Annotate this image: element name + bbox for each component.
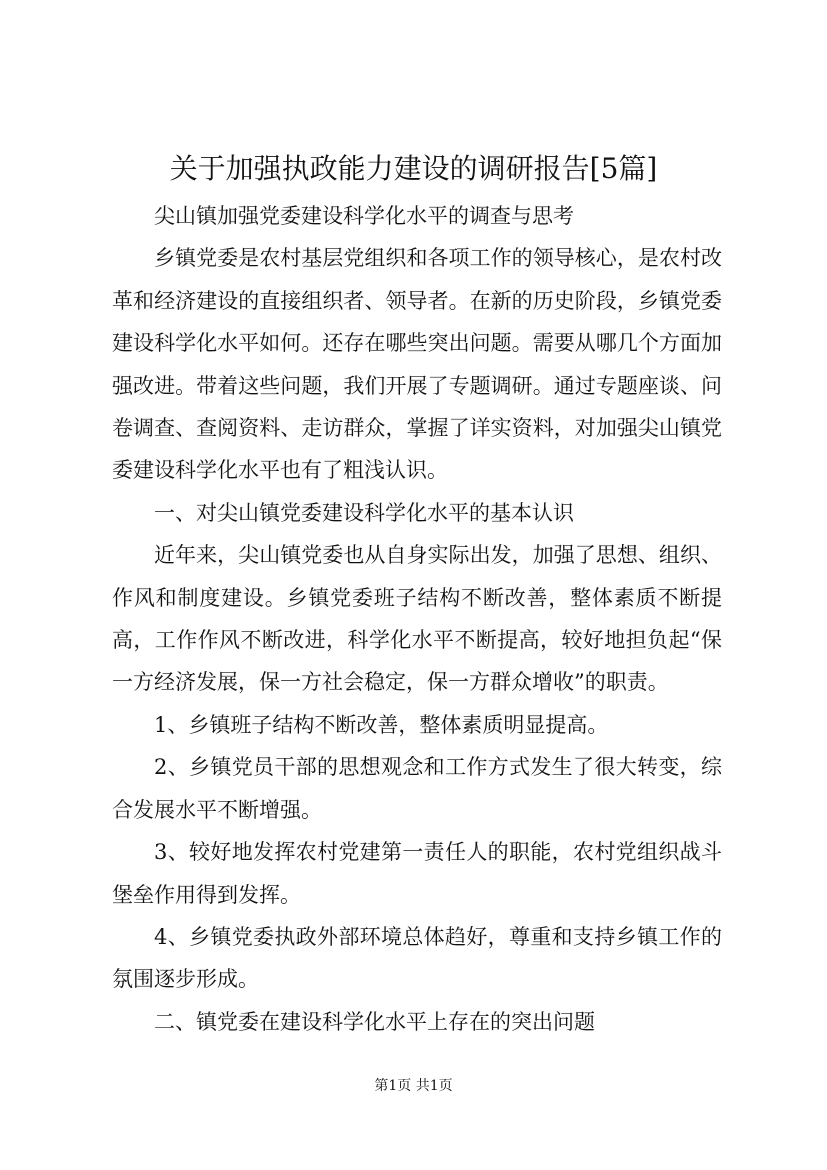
- document-title: 关于加强执政能力建设的调研报告[5篇]: [169, 152, 658, 185]
- list-item-1: 1、乡镇班子结构不断改善，整体素质明显提高。: [154, 712, 609, 737]
- intro-paragraph: 乡镇党委是农村基层党组织和各项工作的领导核心，是农村改革和经济建设的直接组织者、领导者。在新的历史阶段，乡镇党委建设科学化水平如何。还存在哪些突出问题。需要从哪几个方面加强改进。带着这些问题，我们开展了专题调研。通过专题座谈、问卷调查、查阅资料、走访群众，掌握了详实资料，对加强尖山镇党委建设科学化水平也有了粗浅认识。: [112, 246, 722, 483]
- list-item-4: 4、乡镇党委执政外部环境总体趋好，尊重和支持乡镇工作的氛围逐步形成。: [112, 924, 722, 992]
- section-1-paragraph: 近年来，尖山镇党委也从自身实际出发，加强了思想、组织、作风和制度建设。乡镇党委班子结构不断改善，整体素质不断提高，工作作风不断改进，科学化水平不断提高，较好地担负起“保一方经济发展，保一方社会稳定，保一方群众增收”的职责。: [112, 543, 722, 695]
- list-item-3: 3、较好地发挥农村党建第一责任人的职能，农村党组织战斗堡垒作用得到发挥。: [112, 840, 722, 907]
- document-body: [112, 195, 722, 1043]
- section-heading-2: 二、镇党委在建设科学化水平上存在的突出问题: [154, 1009, 595, 1034]
- page-number-footer: 第1页 共1页: [374, 1078, 453, 1094]
- list-item-2: 2、乡镇党员干部的思想观念和工作方式发生了很大转变，综合发展水平不断增强。: [112, 755, 722, 822]
- section-heading-1: 一、对尖山镇党委建设科学化水平的基本认识: [154, 500, 574, 525]
- subtitle-paragraph: 尖山镇加强党委建设科学化水平的调查与思考: [154, 204, 574, 228]
